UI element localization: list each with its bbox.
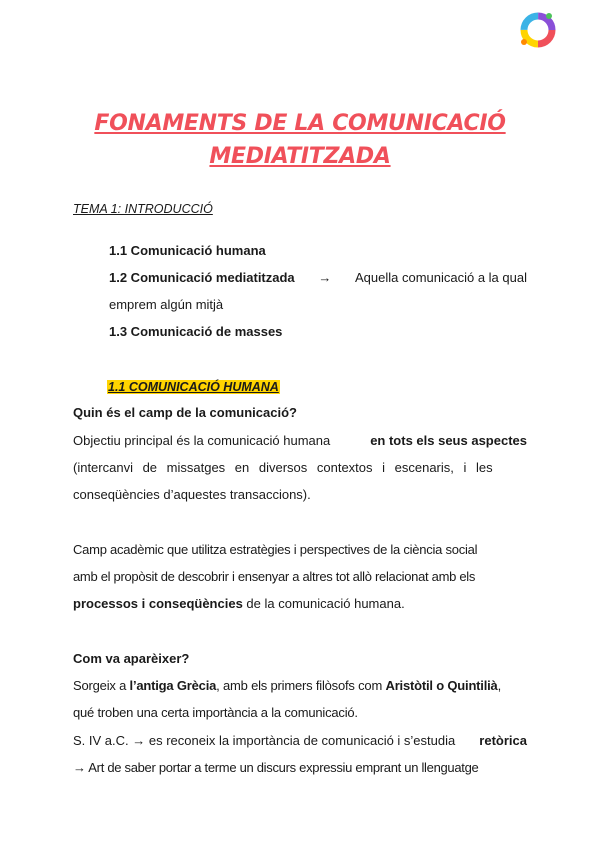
topic-item-2-desc-cont: emprem algún mitjà bbox=[109, 297, 224, 312]
question-1: Quin és el camp de la comunicació? bbox=[73, 405, 297, 420]
p4-l1-text: S. IV a.C. → es reconeix la importància de comunicació i s’estudia bbox=[73, 733, 456, 748]
question-2: Com va aparèixer? bbox=[73, 651, 190, 666]
paragraph-2-line-3 bbox=[73, 596, 405, 611]
p1-l1-text: Objectiu principal és la comunicació humana bbox=[73, 433, 331, 448]
p1-l1-bold: en tots els seus aspectes bbox=[370, 433, 527, 448]
p2-l3-text: de la comunicació humana. bbox=[246, 596, 405, 611]
topic-item-2-label: 1.2 Comunicació mediatitzada bbox=[109, 270, 295, 285]
p3-l1-e: , bbox=[497, 678, 501, 693]
p3-l1-c: , amb els primers filòsofs com bbox=[216, 678, 383, 693]
p3-l1-b: l’antiga Grècia bbox=[129, 678, 217, 693]
paragraph-1-line-2: (intercanvi de missatges en diversos contextos i escenaris, i les bbox=[73, 460, 493, 475]
section-heading-text: 1.1 COMUNICACIÓ HUMANA bbox=[108, 380, 279, 394]
paragraph-4-line-1 bbox=[73, 733, 527, 748]
paragraph-1-line-1 bbox=[73, 433, 527, 448]
p3-l1-a: Sorgeix a bbox=[73, 678, 127, 693]
topic-heading: TEMA 1: INTRODUCCIÓ bbox=[73, 202, 213, 216]
topic-item-1: 1.1 Comunicació humana bbox=[109, 243, 266, 258]
topic-item-2 bbox=[109, 270, 527, 285]
paragraph-3-line-2: qué troben una certa importància a la comunicació. bbox=[73, 705, 358, 720]
topic-item-2-arrow: → bbox=[318, 270, 332, 285]
p3-l1-d: Aristòtil o Quintilià bbox=[385, 678, 498, 693]
paragraph-3-line-1 bbox=[73, 678, 501, 693]
topic-item-3: 1.3 Comunicació de masses bbox=[109, 324, 283, 339]
paragraph-2-line-2: amb el propòsit de descobrir i ensenyar a altres tot allò relacionat amb els bbox=[73, 569, 476, 584]
paragraph-4-line-2: → Art de saber portar a terme un discurs expressiu emprant un llenguatge bbox=[73, 760, 479, 775]
p2-l3-bold: processos i conseqüències bbox=[73, 596, 243, 611]
topic-item-2-desc: Aquella comunicació a la qual bbox=[354, 270, 527, 285]
colorful-ring-logo-icon bbox=[516, 8, 560, 52]
paragraph-1-line-3: conseqüències d’aquestes transaccions). bbox=[73, 487, 311, 502]
paragraph-2-line-1: Camp acadèmic que utilitza estratègies i perspectives de la ciència social bbox=[73, 542, 478, 557]
section-heading bbox=[107, 378, 280, 396]
document-title-line2: MEDIATITZADA bbox=[209, 144, 391, 169]
document-title-line1: FONAMENTS DE LA COMUNICACIÓ bbox=[94, 111, 506, 136]
p4-l1-bold: retòrica bbox=[479, 733, 527, 748]
